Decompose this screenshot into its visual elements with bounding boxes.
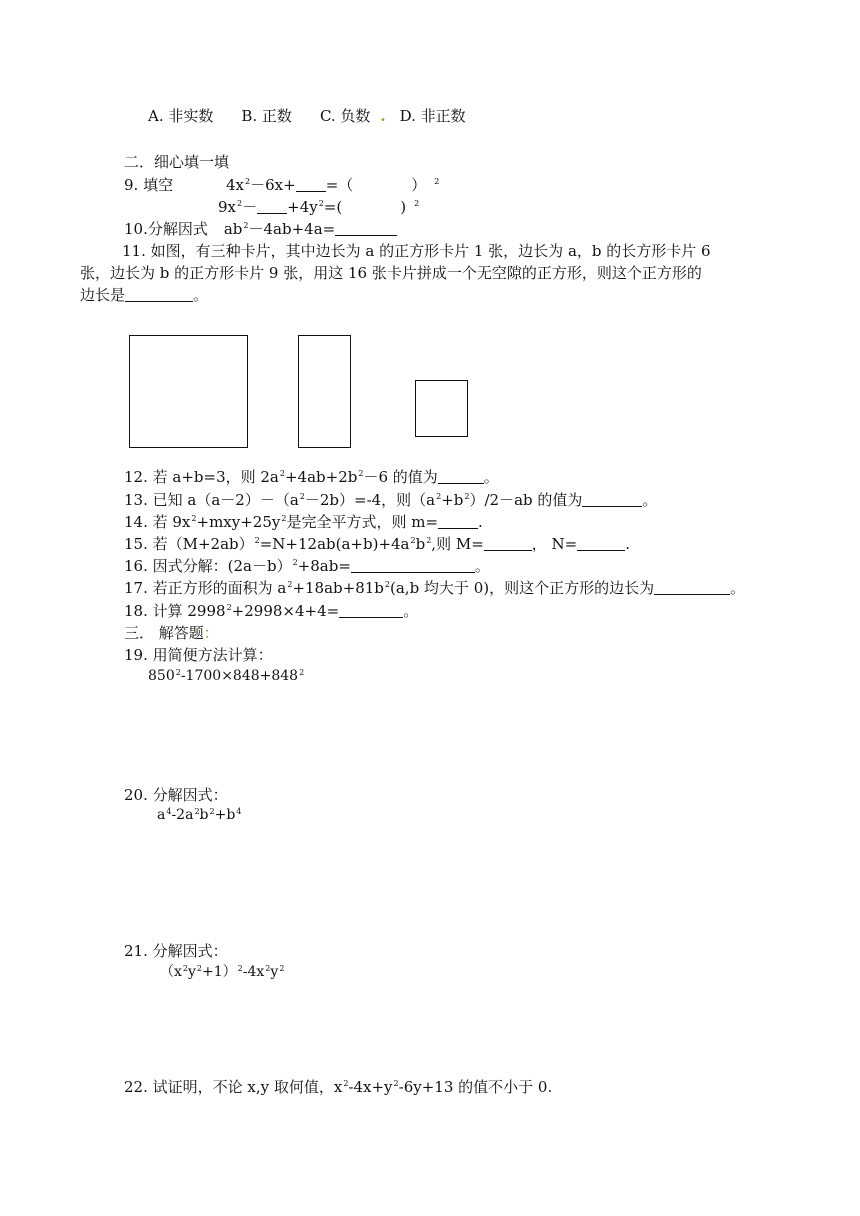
answer-blank[interactable] <box>577 536 625 551</box>
question-18: 18. 计算 $2998^2+2998\times 4+4=$ 。 <box>124 602 419 620</box>
question-21-label: 21. 分解因式： <box>124 942 228 960</box>
option-b[interactable]: B. 正数 <box>241 107 292 125</box>
question-11: 11. 如图，有三种卡片，其中边长为 a 的正方形卡片 1 张，边长为 a，b 的长方形卡片 6 张，边长为 b 的正方形卡片 9 张，用这 16 张卡片拼成一个无空隙的正方形，则这个正方形的 边长是 。 <box>80 242 711 304</box>
question-9-row1: $4x^2-6x+$ =（ ） $^2$ <box>226 176 440 194</box>
option-c[interactable]: C. 负数 <box>319 107 371 125</box>
answer-blank[interactable] <box>339 603 403 618</box>
answer-blank[interactable] <box>438 514 478 529</box>
question-14: 14. 若 $9x^2+mxy+25y^2$是完全平方式，则 m= . <box>124 513 483 531</box>
question-17: 17. 若正方形的面积为 $a^2+18ab+81b^2(a,b$ 均大于 0)，则这个正方形的边长为 。 <box>124 579 746 597</box>
question-19-label: 19. 用简便方法计算： <box>124 646 273 664</box>
question-15: 15. 若$(M+2ab)^2=N+12ab(a+b)+4a^2b^2$,则 M= ， N= . <box>124 535 631 553</box>
square-card-a <box>129 335 248 448</box>
answer-blank[interactable] <box>654 580 730 595</box>
question-9-row2: $9x^2- +4y^2=$( ) $^2$ <box>218 198 420 216</box>
question-12: 12. 若 a+b=3，则 $2a^2+4ab+2b^2-6$ 的值为 。 <box>124 468 499 486</box>
square-card-b <box>415 380 468 437</box>
rectangle-card-ab <box>298 335 351 448</box>
section-2-title: 二．细心填一填 <box>124 153 230 171</box>
answer-blank[interactable] <box>257 199 287 214</box>
answer-blank[interactable] <box>438 469 484 484</box>
option-mark: . <box>380 107 386 125</box>
question-20-label: 20. 分解因式： <box>124 786 228 804</box>
option-d[interactable]: D. 非正数 <box>399 107 466 125</box>
answer-blank[interactable] <box>582 492 642 507</box>
answer-blank[interactable] <box>125 287 193 302</box>
answer-blank[interactable] <box>335 221 397 236</box>
option-a[interactable]: A. 非实数 <box>148 107 214 125</box>
answer-blank[interactable] <box>484 536 532 551</box>
question-9-label: 9. 填空 <box>124 176 174 194</box>
question-13: 13. 已知 $a(a-2)-(a^2-2b)=-4$，则$(a^2+b^2)/2-ab$ 的值为 。 <box>124 491 658 509</box>
answer-blank[interactable] <box>296 177 326 192</box>
section-3-title: 三． 解答题： <box>124 624 219 642</box>
question-22: 22. 试证明，不论 x,y 取何值，$x^2-4x+y^2-6y+13$ 的值不小于 0. <box>124 1078 553 1096</box>
choice-options <box>148 106 494 126</box>
question-16: 16. 因式分解：(2a－b）$^2$+8ab= 。 <box>124 557 490 575</box>
question-21-expr: $(x^2y^2+1)^2-4x^2y^2$ <box>160 964 285 980</box>
answer-blank[interactable] <box>351 558 475 573</box>
question-20-expr: $a^4-2a^2b^2+b^4$ <box>157 807 242 823</box>
question-19-expr: $850^2-1700\times 848+848^2$ <box>148 668 305 684</box>
question-10: 10.分解因式 $ab^2-4ab+4a=$ <box>124 219 397 239</box>
